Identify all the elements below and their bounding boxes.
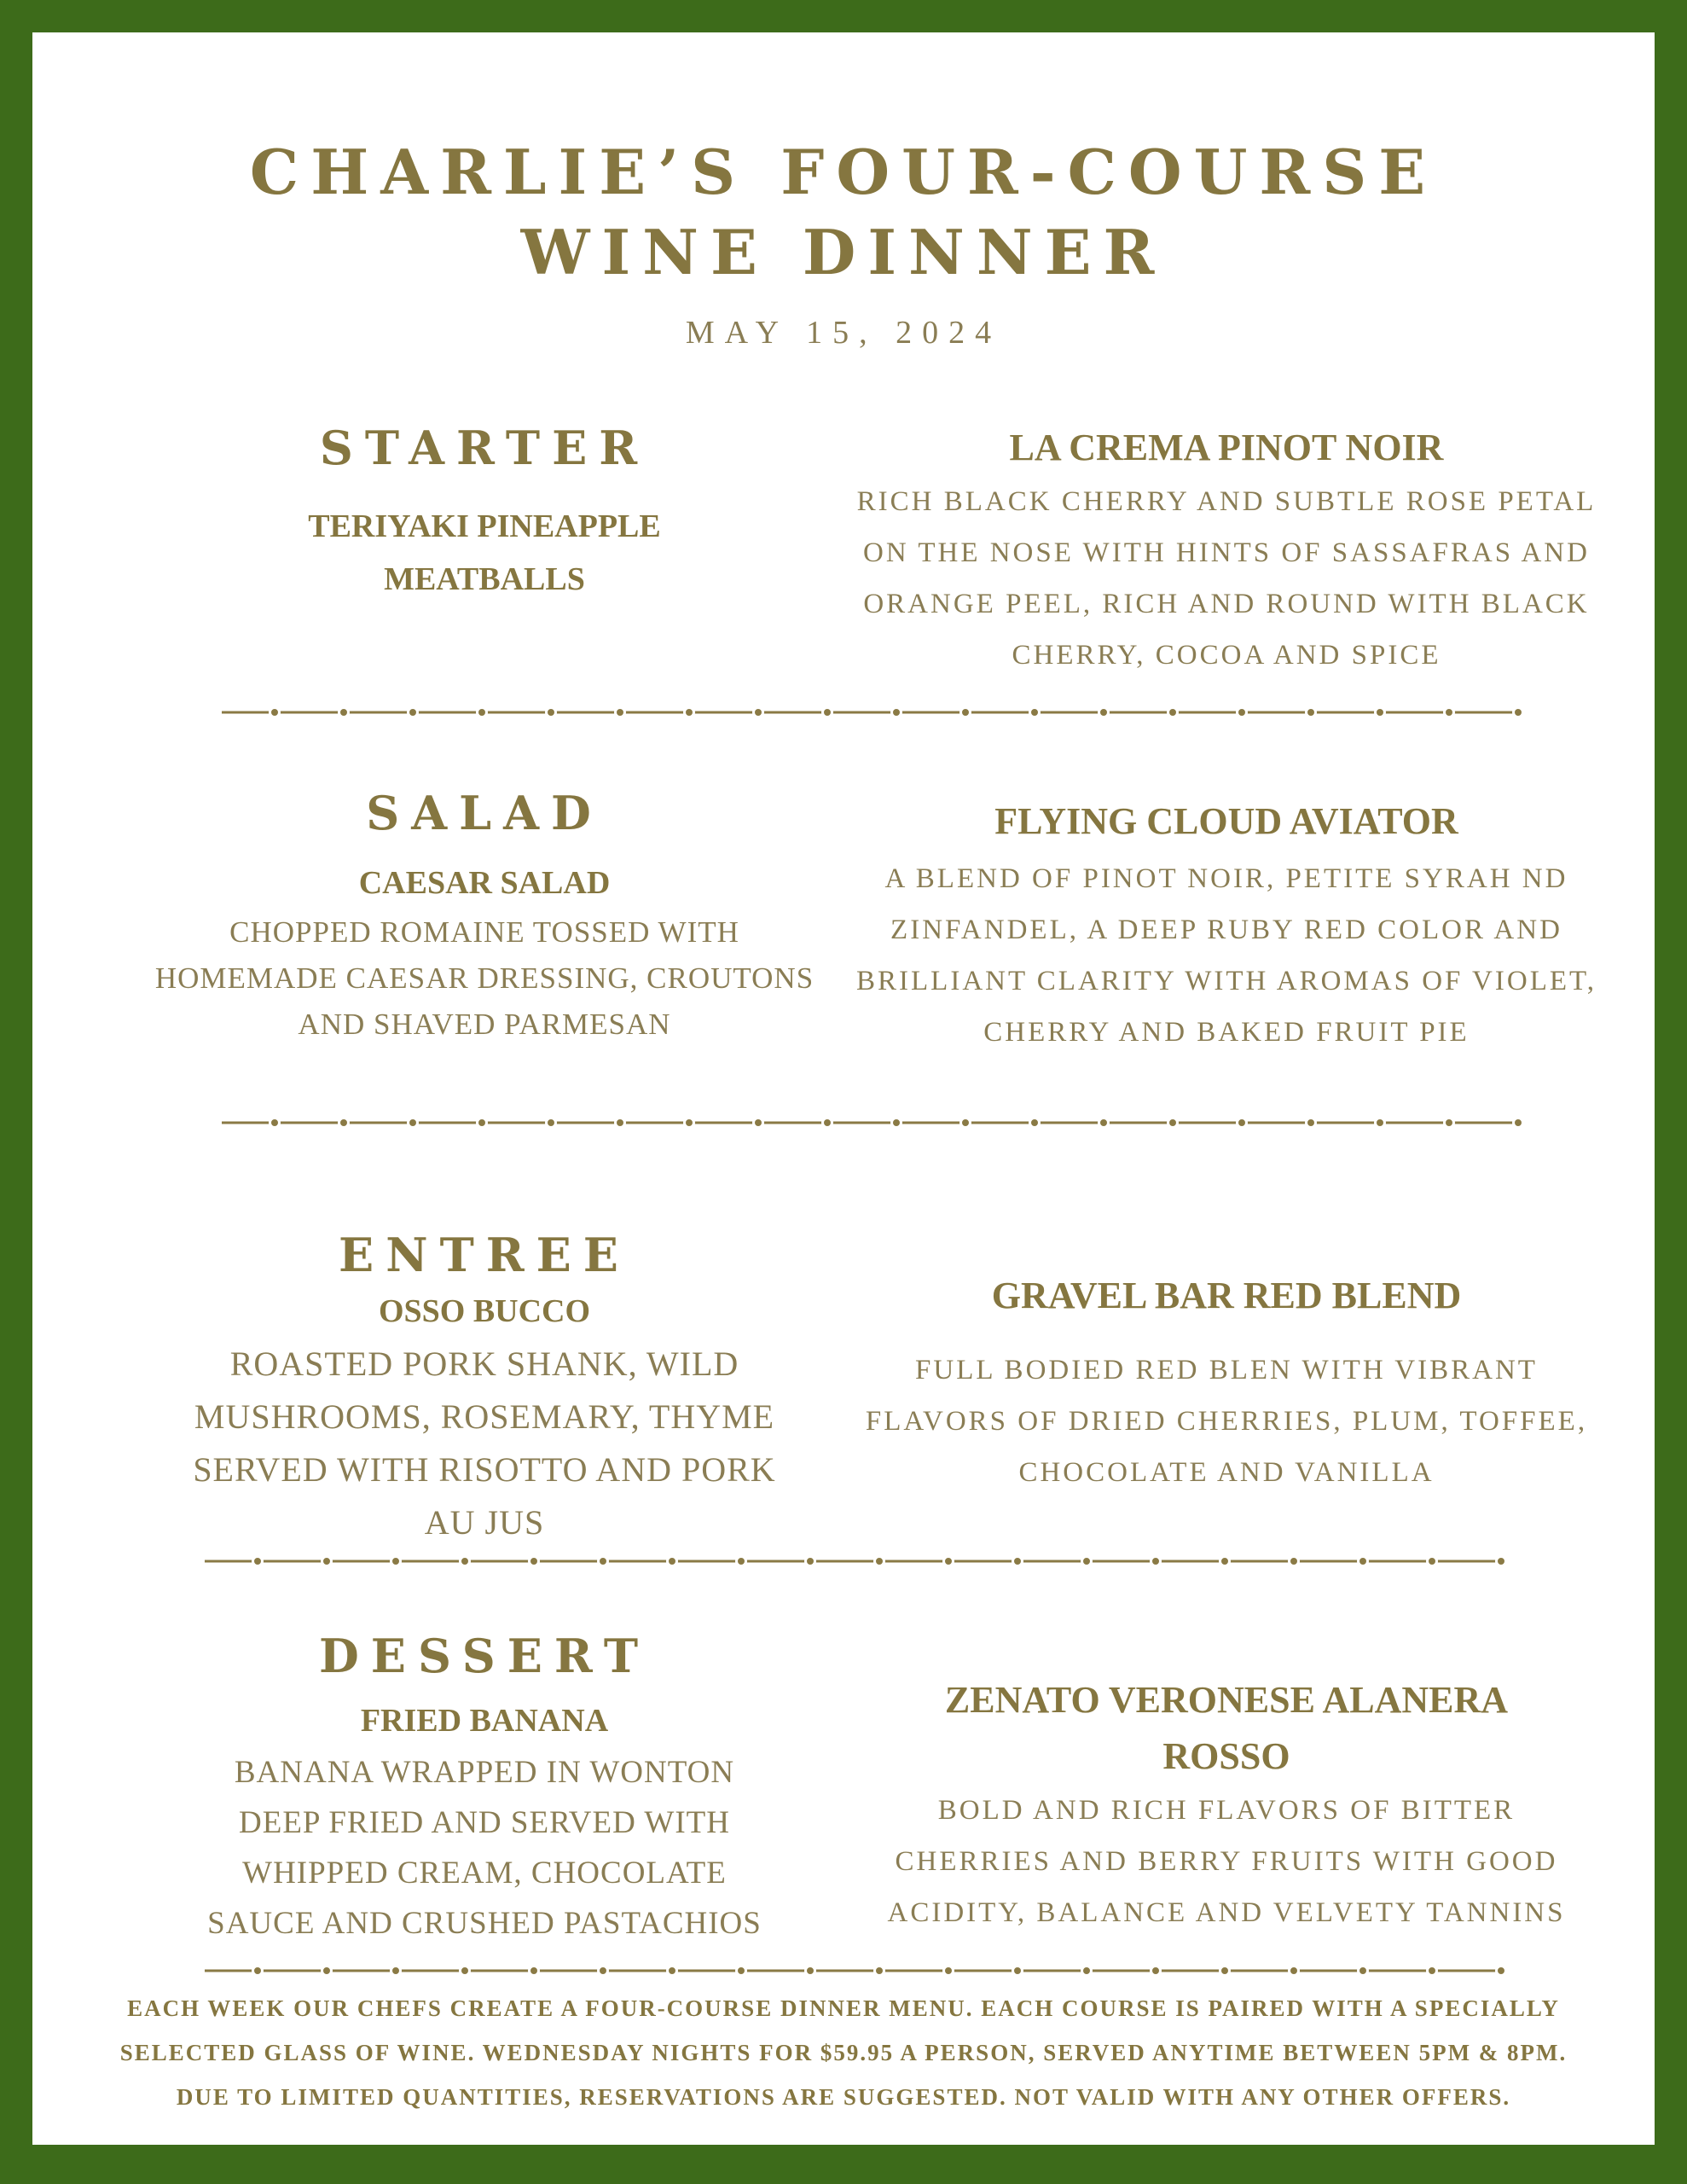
dish-desc-salad-line2: HOMEMADE CAESAR DRESSING, CROUTONS <box>154 961 815 995</box>
wine-name-starter: LA CREMA PINOT NOIR <box>1009 427 1444 468</box>
wine-desc-salad-line2: ZINFANDEL, A DEEP RUBY RED COLOR AND <box>890 915 1562 945</box>
menu-title-line1: CHARLIE’S FOUR-COURSE <box>249 136 1438 208</box>
ornamental-divider <box>222 1116 1527 1130</box>
wine-name-dessert-line1: ZENATO VERONESE ALANERA <box>944 1679 1509 1721</box>
course-heading-dessert: DESSERT <box>318 1629 651 1683</box>
wine-desc-entree-line3: CHOCOLATE AND VANILLA <box>1018 1457 1435 1488</box>
wine-desc-salad-line4: CHERRY AND BAKED FRUIT PIE <box>983 1017 1470 1048</box>
wine-desc-starter-line3: ORANGE PEEL, RICH AND ROUND WITH BLACK <box>863 589 1590 619</box>
dish-name-entree: OSSO BUCCO <box>378 1293 591 1329</box>
footer-line2: SELECTED GLASS OF WINE. WEDNESDAY NIGHTS FOR $59.95 A PERSON, SERVED ANYTIME BETWEEN 5PM & 8PM. <box>119 2040 1568 2065</box>
course-heading-salad: SALAD <box>366 786 603 840</box>
wine-desc-salad-line1: A BLEND OF PINOT NOIR, PETITE SYRAH ND <box>884 863 1568 894</box>
course-heading-starter: STARTER <box>319 421 650 475</box>
event-date: MAY 15, 2024 <box>685 315 1002 351</box>
ornamental-divider <box>205 1554 1510 1568</box>
entree-wine-block <box>834 1268 1619 1498</box>
wine-name-salad: FLYING CLOUD AVIATOR <box>994 800 1458 842</box>
dish-desc-dessert-line2: DEEP FRIED AND SERVED WITH <box>239 1805 730 1840</box>
wine-desc-salad-line3: BRILLIANT CLARITY WITH AROMAS OF VIOLET, <box>856 966 1597 996</box>
wine-desc-entree-line2: FLAVORS OF DRIED CHERRIES, PLUM, TOFFEE, <box>865 1406 1588 1437</box>
wine-desc-dessert-line2: CHERRIES AND BERRY FRUITS WITH GOOD <box>895 1846 1558 1877</box>
wine-desc-starter-line1: RICH BLACK CHERRY AND SUBTLE ROSE PETAL <box>856 486 1597 517</box>
ornamental-divider <box>222 706 1527 719</box>
wine-desc-dessert-line3: ACIDITY, BALANCE AND VELVETY TANNINS <box>887 1897 1566 1928</box>
entree-dish-block <box>101 1225 868 1549</box>
dish-desc-entree-line1: ROASTED PORK SHANK, WILD <box>229 1345 739 1383</box>
dish-desc-entree-line4: AU JUS <box>424 1503 545 1542</box>
dish-name-salad: CAESAR SALAD <box>358 865 611 901</box>
dish-desc-salad-line1: CHOPPED ROMAINE TOSSED WITH <box>229 915 739 949</box>
dessert-wine-block <box>834 1672 1619 1938</box>
salad-dish-block <box>101 783 868 1048</box>
wine-desc-starter-line2: ON THE NOSE WITH HINTS OF SASSAFRAS AND <box>863 537 1590 568</box>
dish-name-dessert: FRIED BANANA <box>360 1703 609 1739</box>
course-heading-entree: ENTREE <box>339 1228 630 1282</box>
dish-desc-entree-line2: MUSHROOMS, ROSEMARY, THYME <box>194 1397 775 1436</box>
footer-line1: EACH WEEK OUR CHEFS CREATE A FOUR-COURSE DINNER MENU. EACH COURSE IS PAIRED WITH A SPECIALLY <box>127 1995 1560 2021</box>
menu-card <box>32 32 1655 2145</box>
dish-desc-dessert-line1: BANANA WRAPPED IN WONTON <box>234 1755 735 1790</box>
wine-name-dessert-line2: ROSSO <box>1162 1735 1290 1777</box>
starter-wine-block <box>834 420 1619 681</box>
dessert-dish-block <box>101 1626 868 1949</box>
dish-desc-entree-line3: SERVED WITH RISOTTO AND PORK <box>193 1450 776 1489</box>
footer-line3: DUE TO LIMITED QUANTITIES, RESERVATIONS ARE SUGGESTED. NOT VALID WITH ANY OTHER OFFERS. <box>176 2084 1511 2110</box>
wine-desc-dessert-line1: BOLD AND RICH FLAVORS OF BITTER <box>937 1795 1516 1826</box>
dish-desc-dessert-line3: WHIPPED CREAM, CHOCOLATE <box>242 1856 727 1891</box>
menu-title-line2: WINE DINNER <box>520 216 1167 288</box>
dish-desc-dessert-line4: SAUCE AND CRUSHED PASTACHIOS <box>207 1906 762 1941</box>
salad-wine-block <box>834 793 1619 1058</box>
starter-dish-block <box>101 418 868 606</box>
dish-name-starter-line2: MEATBALLS <box>384 561 585 597</box>
dish-desc-salad-line3: AND SHAVED PARMESAN <box>298 1008 671 1041</box>
footer-note <box>84 1986 1603 2119</box>
wine-name-entree: GRAVEL BAR RED BLEND <box>991 1275 1462 1316</box>
wine-desc-entree-line1: FULL BODIED RED BLEN WITH VIBRANT <box>915 1355 1538 1385</box>
ornamental-divider <box>205 1964 1510 1978</box>
dish-name-starter-line1: TERIYAKI PINEAPPLE <box>308 508 661 544</box>
wine-desc-starter-line4: CHERRY, COCOA AND SPICE <box>1012 640 1441 671</box>
